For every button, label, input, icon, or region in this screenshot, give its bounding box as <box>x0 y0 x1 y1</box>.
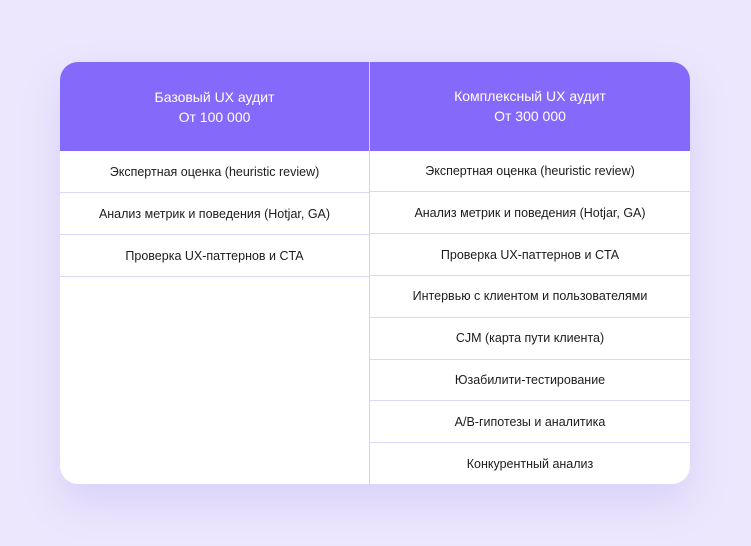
column-basic-audit <box>60 62 369 484</box>
column-complex-audit <box>369 62 690 484</box>
feature-row: Анализ метрик и поведения (Hotjar, GA) <box>370 192 690 234</box>
plan-title: Комплексный UX аудит <box>454 88 606 105</box>
feature-row: Конкурентный анализ <box>466 456 594 471</box>
feature-row: Интервью с клиентом и пользователями <box>370 276 690 318</box>
column-header <box>370 62 690 151</box>
feature-row: Проверка UX-паттернов и CTA <box>370 234 690 276</box>
feature-row: Экспертная оценка (heuristic review) <box>370 151 690 193</box>
feature-row: CJM (карта пути клиента) <box>370 318 690 360</box>
feature-row: A/B-гипотезы и аналитика <box>370 401 690 443</box>
feature-row: Проверка UX-паттернов и CTA <box>60 235 369 277</box>
pricing-comparison-table <box>60 62 690 484</box>
column-header <box>60 62 369 151</box>
feature-row: Экспертная оценка (heuristic review) <box>60 151 369 193</box>
feature-row: Анализ метрик и поведения (Hotjar, GA) <box>60 193 369 235</box>
plan-price: От 100 000 <box>178 108 251 125</box>
feature-row: Юзабилити-тестирование <box>370 360 690 402</box>
plan-price: От 300 000 <box>494 108 566 125</box>
plan-title: Базовый UX аудит <box>154 88 275 105</box>
